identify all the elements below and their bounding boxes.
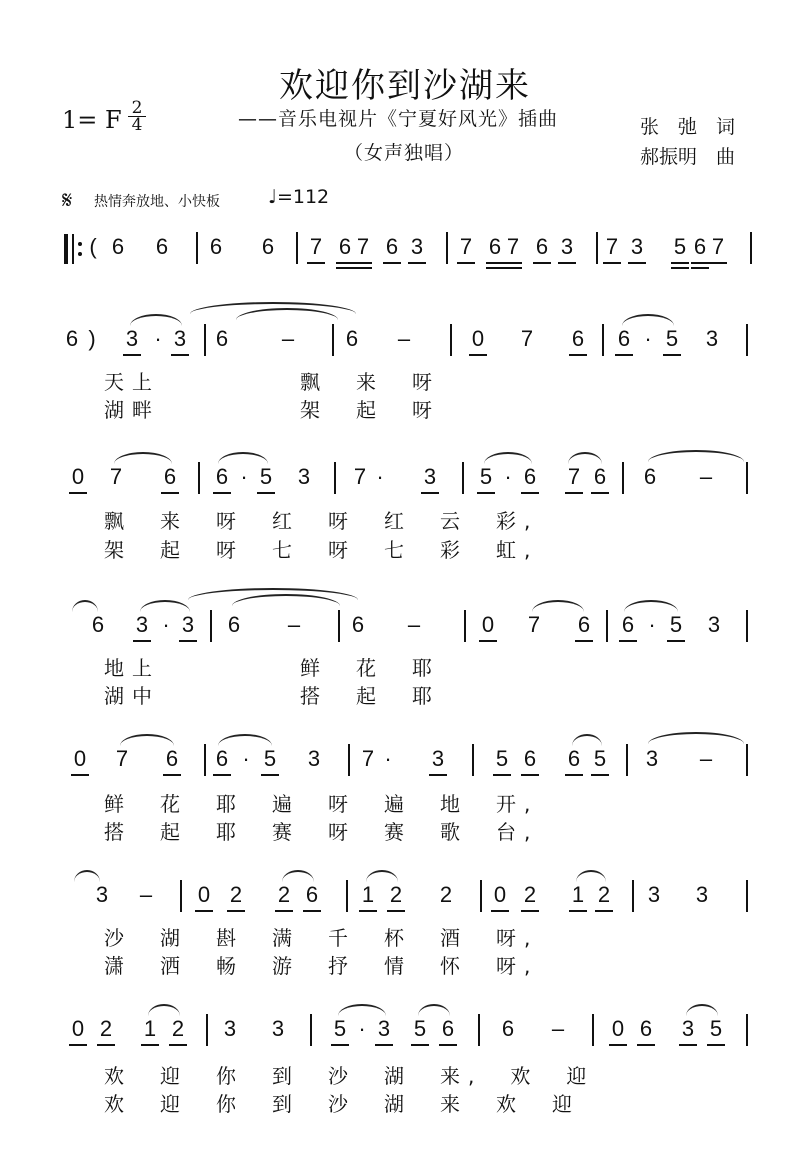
eighth-underline: [213, 774, 231, 776]
note: 6: [209, 234, 223, 259]
note: 3: [707, 612, 721, 637]
barline: [310, 1014, 312, 1046]
note: 6: [155, 234, 169, 259]
eighth-underline: [375, 1044, 393, 1046]
note: ·: [358, 1016, 366, 1041]
note: –: [287, 612, 301, 637]
composer-credit: 郝振明 曲: [640, 146, 736, 168]
sixteenth-underline: [354, 267, 372, 269]
barline: [592, 1014, 594, 1046]
note: –: [139, 882, 153, 907]
note: 3: [410, 234, 424, 259]
eighth-underline: [71, 774, 89, 776]
note: (: [89, 234, 97, 259]
note: 6: [345, 326, 359, 351]
barline: [206, 1014, 208, 1046]
eighth-underline: [227, 910, 245, 912]
barline: [348, 744, 350, 776]
note: 7: [309, 234, 323, 259]
barline: [180, 880, 182, 912]
lyric-line-1: 鲜 花 耶 遍 呀 遍 地 开,: [104, 792, 539, 816]
eighth-underline: [479, 640, 497, 642]
note: 5: [709, 1016, 723, 1041]
note: 6: [165, 746, 179, 771]
note: 6: [215, 746, 229, 771]
note: 6: [523, 464, 537, 489]
note: 3: [125, 326, 139, 351]
slur: [140, 600, 190, 612]
note: 2: [99, 1016, 113, 1041]
note: 5: [259, 464, 273, 489]
barline: [602, 324, 604, 356]
lyric-line-2: 架 起 呀 七 呀 七 彩 虹,: [104, 538, 539, 562]
note: 3: [630, 234, 644, 259]
eighth-underline: [628, 262, 646, 264]
eighth-underline: [275, 910, 293, 912]
barline: [204, 744, 206, 776]
note: –: [281, 326, 295, 351]
barline: [622, 462, 624, 494]
note: 1: [143, 1016, 157, 1041]
eighth-underline: [609, 1044, 627, 1046]
repeat-dot: [78, 252, 82, 256]
eighth-underline: [429, 774, 447, 776]
eighth-underline: [161, 492, 179, 494]
eighth-underline: [521, 492, 539, 494]
barline: [746, 324, 748, 356]
note: 6: [639, 1016, 653, 1041]
slur: [148, 1004, 180, 1016]
lyric-line-1: 天上 飘 来 呀: [104, 370, 440, 394]
note: ): [88, 326, 96, 351]
slur: [338, 1004, 386, 1016]
note: 6: [261, 234, 275, 259]
note: 6: [215, 464, 229, 489]
sixteenth-underline: [671, 267, 689, 269]
barline: [746, 1014, 748, 1046]
note: 3: [173, 326, 187, 351]
eighth-underline: [69, 1044, 87, 1046]
note: 7: [115, 746, 129, 771]
eighth-underline: [521, 774, 539, 776]
note: 5: [673, 234, 687, 259]
note: 6: [338, 234, 352, 259]
eighth-underline: [663, 354, 681, 356]
sixteenth-underline: [486, 267, 504, 269]
note: 6: [567, 746, 581, 771]
eighth-underline: [533, 262, 551, 264]
segno-icon: 𝄋: [62, 186, 73, 214]
note: 7: [711, 234, 725, 259]
note: 3: [705, 326, 719, 351]
slur: [532, 600, 584, 612]
eighth-underline: [565, 492, 583, 494]
eighth-underline: [667, 640, 685, 642]
note: 3: [223, 1016, 237, 1041]
eighth-underline: [575, 640, 593, 642]
eighth-underline: [504, 262, 522, 264]
eighth-underline: [383, 262, 401, 264]
sixteenth-underline: [336, 267, 354, 269]
barline: [472, 744, 474, 776]
eighth-underline: [671, 262, 689, 264]
song-title: 欢迎你到沙湖来: [279, 66, 531, 106]
note: 2: [439, 882, 453, 907]
slur: [74, 870, 100, 882]
slur: [624, 600, 678, 612]
barline: [596, 232, 598, 264]
barline: [204, 324, 206, 356]
slur: [622, 314, 674, 326]
eighth-underline: [133, 640, 151, 642]
note: 1: [571, 882, 585, 907]
note: 0: [611, 1016, 625, 1041]
slur: [366, 870, 398, 882]
note: 5: [593, 746, 607, 771]
eighth-underline: [679, 1044, 697, 1046]
eighth-underline: [408, 262, 426, 264]
lyric-line-1: 沙 湖 斟 满 千 杯 酒 呀,: [104, 926, 539, 950]
repeat-start-thin-bar: [72, 234, 74, 264]
time-signature-bottom: 4: [131, 115, 143, 135]
note: 3: [695, 882, 709, 907]
eighth-underline: [603, 262, 621, 264]
note: 3: [423, 464, 437, 489]
voice-type: （女声独唱）: [344, 142, 465, 164]
eighth-underline: [303, 910, 321, 912]
time-signature: [128, 100, 146, 133]
slur: [218, 452, 268, 464]
note: 5: [495, 746, 509, 771]
eighth-underline: [591, 492, 609, 494]
eighth-underline: [477, 492, 495, 494]
eighth-underline: [307, 262, 325, 264]
barline: [746, 610, 748, 642]
note: 2: [389, 882, 403, 907]
lyric-line-2: 湖中 搭 起 耶: [104, 684, 440, 708]
note: 0: [71, 1016, 85, 1041]
note: 2: [229, 882, 243, 907]
note: 7: [459, 234, 473, 259]
subtitle: ——音乐电视片《宁夏好风光》插曲: [238, 108, 559, 130]
note: ·: [648, 612, 656, 637]
eighth-underline: [123, 354, 141, 356]
eighth-underline: [261, 774, 279, 776]
note: 6: [65, 326, 79, 351]
note: 5: [263, 746, 277, 771]
eighth-underline: [491, 910, 509, 912]
note: 3: [135, 612, 149, 637]
note: 7: [506, 234, 520, 259]
barline: [296, 232, 298, 264]
note: 6: [617, 326, 631, 351]
note: 1: [361, 882, 375, 907]
eighth-underline: [591, 774, 609, 776]
note: –: [397, 326, 411, 351]
barline: [750, 232, 752, 264]
note: 6: [305, 882, 319, 907]
note: 6: [385, 234, 399, 259]
note: 7: [353, 464, 367, 489]
note: 5: [479, 464, 493, 489]
barline: [446, 232, 448, 264]
slur: [568, 452, 602, 464]
eighth-underline: [457, 262, 475, 264]
note: 7: [520, 326, 534, 351]
lyric-line-2: 湖畔 架 起 呀: [104, 398, 440, 422]
note: 3: [645, 746, 659, 771]
note: 6: [577, 612, 591, 637]
note: 2: [523, 882, 537, 907]
slur: [130, 314, 182, 326]
eighth-underline: [521, 910, 539, 912]
barline: [450, 324, 452, 356]
eighth-underline: [558, 262, 576, 264]
eighth-underline: [486, 262, 504, 264]
lyric-line-1: 飘 来 呀 红 呀 红 云 彩,: [104, 509, 539, 533]
note: 7: [356, 234, 370, 259]
lyricist-credit: 张 弛 词: [640, 116, 736, 138]
eighth-underline: [257, 492, 275, 494]
note: 0: [73, 746, 87, 771]
note: 7: [527, 612, 541, 637]
slur: [120, 734, 174, 746]
lyric-line-1: 地上 鲜 花 耶: [104, 656, 440, 680]
repeat-dot: [78, 242, 82, 246]
eighth-underline: [707, 1044, 725, 1046]
note: 6: [163, 464, 177, 489]
eighth-underline: [439, 1044, 457, 1046]
note: 3: [181, 612, 195, 637]
barline: [632, 880, 634, 912]
note: 5: [413, 1016, 427, 1041]
note: ·: [240, 464, 248, 489]
lyric-line-2: 搭 起 耶 赛 呀 赛 歌 台,: [104, 820, 539, 844]
note: 6: [501, 1016, 515, 1041]
eighth-underline: [331, 1044, 349, 1046]
note: 0: [471, 326, 485, 351]
eighth-underline: [493, 774, 511, 776]
barline: [198, 462, 200, 494]
note: 6: [351, 612, 365, 637]
slur: [72, 600, 98, 612]
note: 6: [91, 612, 105, 637]
eighth-underline: [411, 1044, 429, 1046]
note: 7: [605, 234, 619, 259]
note: ·: [242, 746, 250, 771]
sixteenth-underline: [691, 267, 709, 269]
barline: [334, 462, 336, 494]
note: 3: [95, 882, 109, 907]
note: 3: [307, 746, 321, 771]
lyric-line-2: 欢 迎 你 到 沙 湖 来 欢 迎: [104, 1092, 580, 1116]
key-signature: 1= F: [62, 106, 122, 134]
barline: [746, 880, 748, 912]
note: ·: [154, 326, 162, 351]
note: 6: [571, 326, 585, 351]
note: 7: [567, 464, 581, 489]
slur: [686, 1004, 718, 1016]
note: 6: [488, 234, 502, 259]
barline: [626, 744, 628, 776]
note: 6: [593, 464, 607, 489]
note: ·: [384, 746, 392, 771]
barline: [464, 610, 466, 642]
eighth-underline: [213, 492, 231, 494]
note: 6: [523, 746, 537, 771]
note: 6: [535, 234, 549, 259]
note: 3: [681, 1016, 695, 1041]
note: –: [407, 612, 421, 637]
barline: [746, 462, 748, 494]
note: –: [699, 746, 713, 771]
eighth-underline: [691, 262, 709, 264]
slur: [576, 870, 606, 882]
metronome-mark: ♩=112: [268, 186, 330, 208]
note: 6: [215, 326, 229, 351]
eighth-underline: [97, 1044, 115, 1046]
eighth-underline: [569, 910, 587, 912]
slur: [572, 734, 602, 746]
slur: [484, 452, 532, 464]
eighth-underline: [387, 910, 405, 912]
eighth-underline: [141, 1044, 159, 1046]
slur: [648, 732, 744, 744]
note: 0: [481, 612, 495, 637]
note: 2: [597, 882, 611, 907]
note: 3: [647, 882, 661, 907]
barline: [346, 880, 348, 912]
note: 3: [560, 234, 574, 259]
sixteenth-underline: [504, 267, 522, 269]
slur: [282, 870, 314, 882]
note: ·: [644, 326, 652, 351]
barline: [338, 610, 340, 642]
barline: [462, 462, 464, 494]
note: 6: [227, 612, 241, 637]
note: 5: [669, 612, 683, 637]
note: 2: [277, 882, 291, 907]
slur: [218, 734, 272, 746]
eighth-underline: [169, 1044, 187, 1046]
note: 6: [621, 612, 635, 637]
barline: [196, 232, 198, 264]
note: 3: [431, 746, 445, 771]
note: 3: [271, 1016, 285, 1041]
note: 7: [361, 746, 375, 771]
eighth-underline: [595, 910, 613, 912]
note: –: [699, 464, 713, 489]
eighth-underline: [619, 640, 637, 642]
note: 0: [493, 882, 507, 907]
note: 2: [171, 1016, 185, 1041]
eighth-underline: [565, 774, 583, 776]
note: –: [551, 1016, 565, 1041]
note: ·: [162, 612, 170, 637]
eighth-underline: [359, 910, 377, 912]
time-signature-top: 2: [128, 100, 146, 117]
slur: [114, 452, 172, 464]
lyric-line-2: 潇 洒 畅 游 抒 情 怀 呀,: [104, 954, 539, 978]
eighth-underline: [195, 910, 213, 912]
eighth-underline: [179, 640, 197, 642]
repeat-start-bar: [64, 234, 68, 264]
note: ·: [376, 464, 384, 489]
note: 6: [441, 1016, 455, 1041]
eighth-underline: [469, 354, 487, 356]
note: 6: [693, 234, 707, 259]
note: 5: [665, 326, 679, 351]
slur: [648, 450, 744, 462]
eighth-underline: [354, 262, 372, 264]
barline: [332, 324, 334, 356]
lyric-line-1: 欢 迎 你 到 沙 湖 来, 欢 迎: [104, 1064, 595, 1088]
eighth-underline: [637, 1044, 655, 1046]
barline: [606, 610, 608, 642]
barline: [480, 880, 482, 912]
eighth-underline: [421, 492, 439, 494]
note: 0: [197, 882, 211, 907]
note: 0: [71, 464, 85, 489]
expression-mark: 热情奔放地、小快板: [94, 194, 220, 210]
note: 6: [643, 464, 657, 489]
eighth-underline: [336, 262, 354, 264]
eighth-underline: [171, 354, 189, 356]
barline: [746, 744, 748, 776]
slur: [418, 1004, 450, 1016]
eighth-underline: [709, 262, 727, 264]
note: ·: [504, 464, 512, 489]
barline: [478, 1014, 480, 1046]
note: 6: [111, 234, 125, 259]
barline: [210, 610, 212, 642]
note: 3: [297, 464, 311, 489]
note: 5: [333, 1016, 347, 1041]
eighth-underline: [69, 492, 87, 494]
eighth-underline: [569, 354, 587, 356]
note: 7: [109, 464, 123, 489]
eighth-underline: [615, 354, 633, 356]
note: 3: [377, 1016, 391, 1041]
eighth-underline: [163, 774, 181, 776]
